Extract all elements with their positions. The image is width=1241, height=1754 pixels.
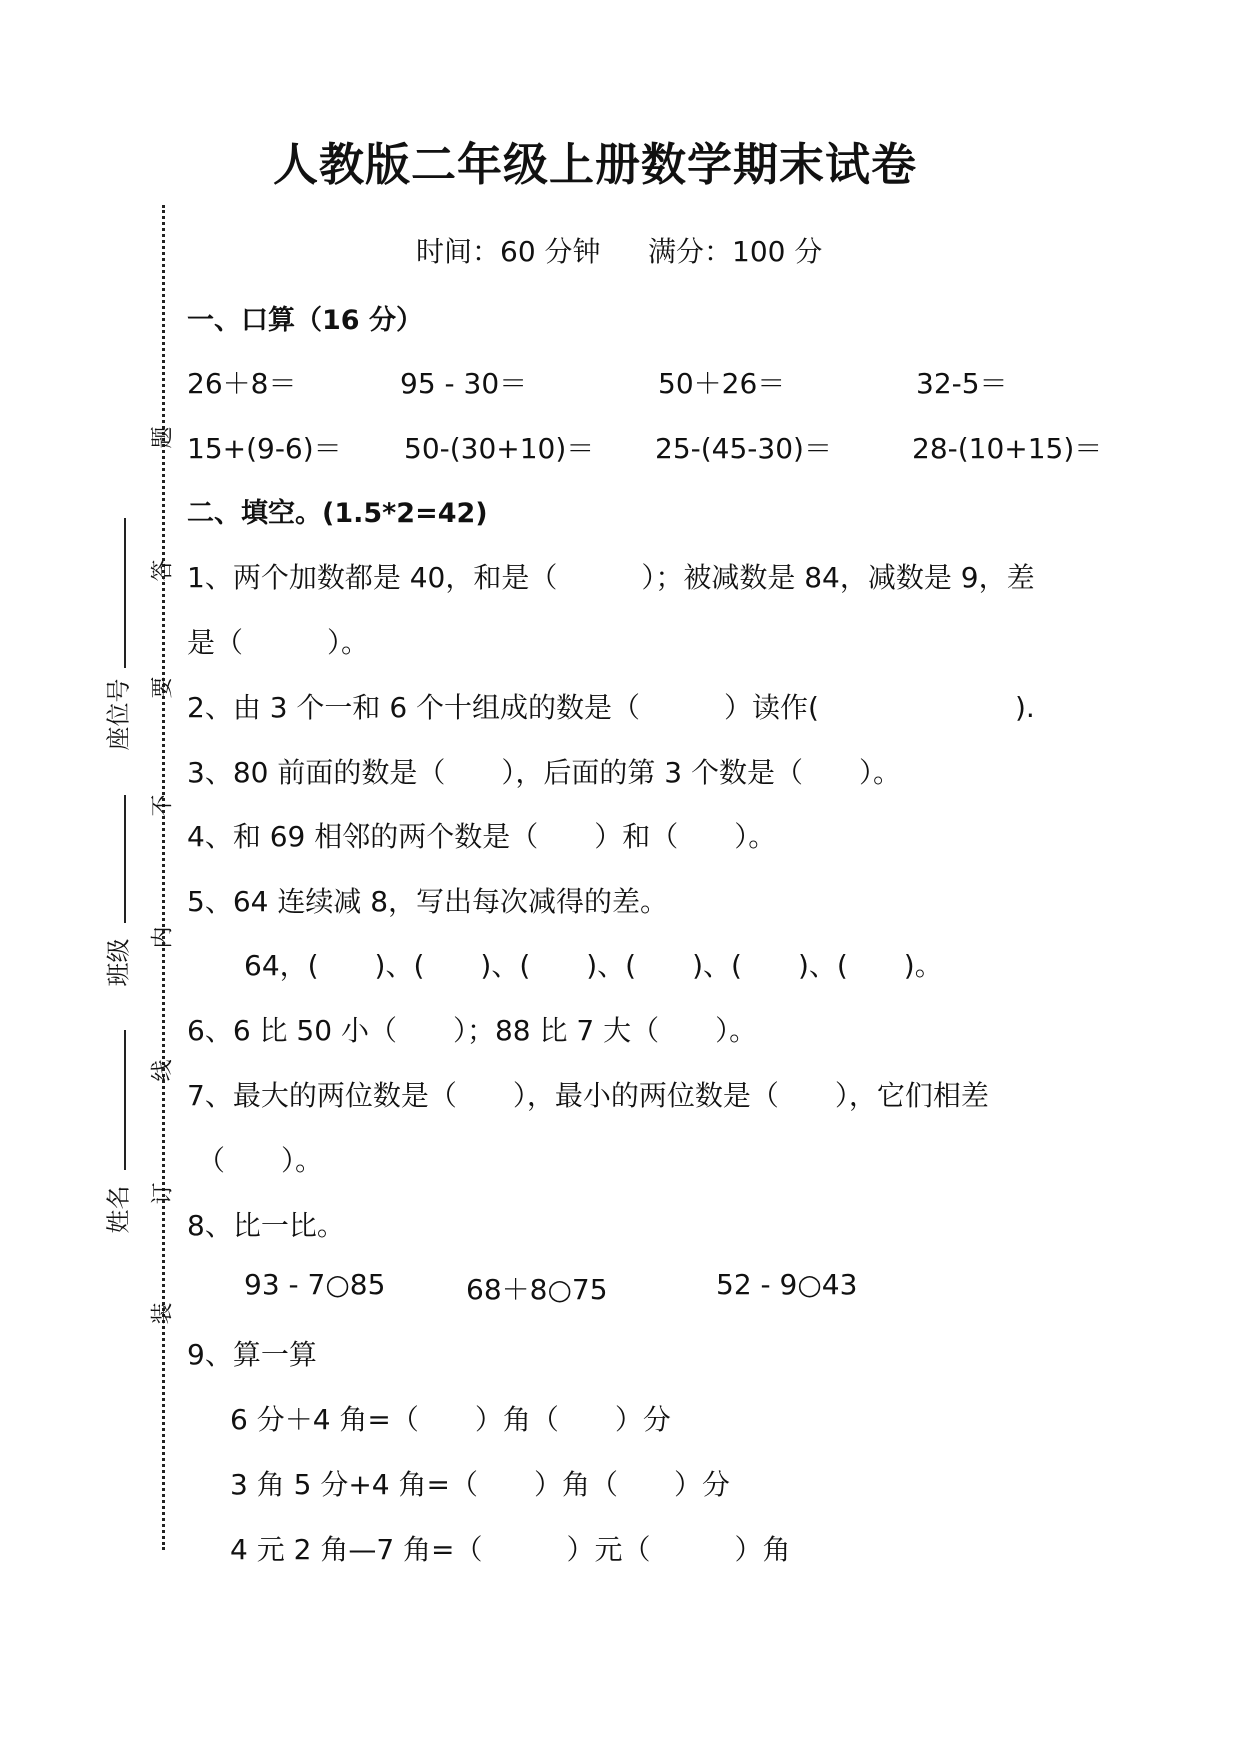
class-underline [124,795,126,923]
question-5: 5、64 连续减 8，写出每次减得的差。 [187,885,669,918]
compare-item: 52 - 9○43 [716,1268,858,1301]
question-2: 2、由 3 个一和 6 个十组成的数是（ ）读作( ). [187,691,1035,724]
binding-char: 不 [150,794,176,817]
oral-calc-item: 95 - 30＝ [400,367,528,400]
name-label: 姓名 [104,1185,133,1234]
binding-char: 线 [150,1059,176,1082]
question-1: 1、两个加数都是 40，和是（ ）；被减数是 84，减数是 9，差 [187,561,1035,594]
binding-dotted-line [162,205,165,1550]
binding-char: 答 [150,559,176,582]
oral-calc-item: 50＋26＝ [658,367,786,400]
page-title: 人教版二年级上册数学期末试卷 [272,138,917,191]
section-heading: 一、口算（16 分） [187,305,423,336]
compare-item: 68＋8○75 [466,1273,608,1306]
name-underline [124,1030,126,1170]
seat-number-label: 座位号 [104,678,133,751]
question-9: 9、算一算 [187,1338,317,1371]
binding-char: 装 [150,1302,176,1325]
oral-calc-item: 26＋8＝ [187,367,297,400]
exam-time: 时间：60 分钟 [416,235,601,268]
binding-char: 内 [150,926,176,949]
oral-calc-item: 28-(10+15)＝ [912,432,1103,465]
compare-item: 93 - 7○85 [244,1268,386,1301]
money-calc-item: 6 分＋4 角=（ ）角（ ）分 [230,1403,671,1436]
question-8: 8、比一比。 [187,1209,345,1242]
question-6: 6、6 比 50 小（ ）；88 比 7 大（ ）。 [187,1014,758,1047]
question-1-cont: 是（ ）。 [187,626,370,659]
question-3: 3、80 前面的数是（ ），后面的第 3 个数是（ ）。 [187,756,901,789]
question-7-cont: （ ）。 [197,1144,324,1177]
money-calc-item: 4 元 2 角—7 角=（ ）元（ ）角 [230,1533,791,1566]
oral-calc-item: 25-(45-30)＝ [655,432,832,465]
class-label: 班级 [104,938,133,987]
oral-calc-item: 15+(9-6)＝ [187,432,342,465]
question-7: 7、最大的两位数是（ ），最小的两位数是（ ），它们相差 [187,1079,989,1112]
seat-number-underline [124,518,126,668]
binding-char: 订 [150,1182,176,1205]
binding-char: 要 [150,676,176,699]
question-5-blanks: 64，( )、( )、( )、( )、( )、( )。 [244,949,943,982]
oral-calc-item: 32-5＝ [916,367,1008,400]
money-calc-item: 3 角 5 分+4 角=（ ）角（ ）分 [230,1468,730,1501]
binding-char: 题 [150,426,176,449]
question-4: 4、和 69 相邻的两个数是（ ）和（ ）。 [187,820,777,853]
section-heading: 二、填空。(1.5*2=42) [187,498,488,529]
full-score: 满分：100 分 [648,235,823,268]
oral-calc-item: 50-(30+10)＝ [404,432,595,465]
